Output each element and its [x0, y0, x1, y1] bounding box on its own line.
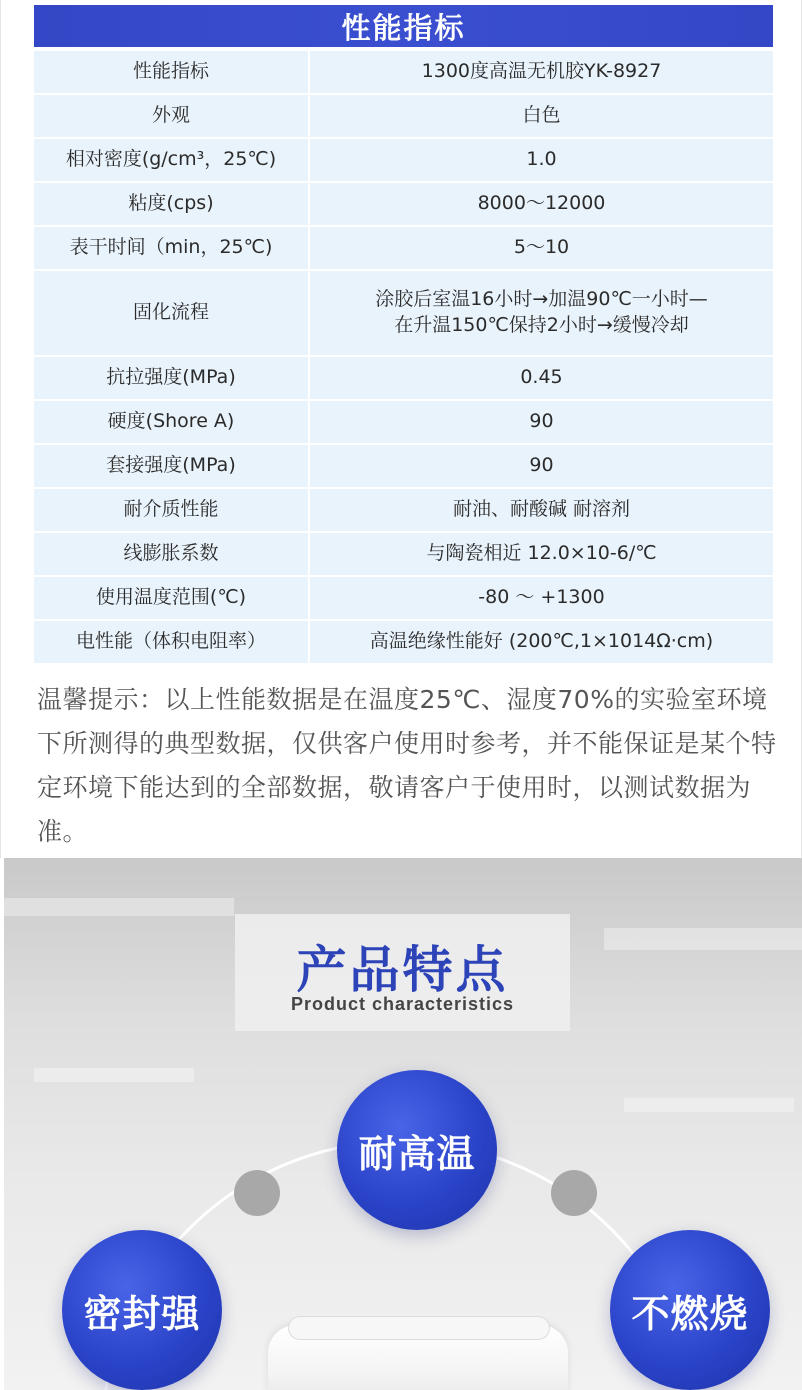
row-value: 与陶瓷相近 12.0×10-6/℃ [310, 533, 773, 575]
decorative-dot [234, 1170, 280, 1216]
section-subtitle: Product characteristics [290, 994, 515, 1014]
row-value: 8000～12000 [310, 183, 773, 225]
row-label: 使用温度范围(℃) [34, 577, 310, 619]
decorative-dot [551, 1170, 597, 1216]
table-row [34, 271, 773, 355]
row-label: 电性能（体积电阻率） [34, 621, 310, 663]
section-title: 产品特点 [296, 941, 509, 999]
row-value: 高温绝缘性能好 (200℃,1×1014Ω·cm) [310, 621, 773, 663]
row-label: 硬度(Shore A) [34, 401, 310, 443]
row-value: 90 [310, 401, 773, 443]
table-row [34, 489, 773, 531]
row-value: 90 [310, 445, 773, 487]
row-label: 粘度(cps) [34, 183, 310, 225]
feature-section [4, 858, 802, 1390]
section-title-box [235, 914, 570, 1031]
row-value: 0.45 [310, 357, 773, 399]
background-decoration [34, 1068, 194, 1082]
row-label: 固化流程 [34, 271, 310, 355]
table-row [34, 445, 773, 487]
row-label: 抗拉强度(MPa) [34, 357, 310, 399]
row-label: 套接强度(MPa) [34, 445, 310, 487]
row-value-multiline [310, 271, 773, 355]
row-value: 耐油、耐酸碱 耐溶剂 [310, 489, 773, 531]
row-value: 5～10 [310, 227, 773, 269]
table-row [34, 577, 773, 619]
row-value-line: 在升温150℃保持2小时→缓慢冷却 [394, 314, 689, 336]
row-value: -80 ～ +1300 [310, 577, 773, 619]
row-value: 白色 [310, 95, 773, 137]
row-label: 耐介质性能 [34, 489, 310, 531]
background-decoration [4, 898, 234, 916]
background-decoration [624, 1098, 794, 1112]
row-label: 线膨胀系数 [34, 533, 310, 575]
feature-badge-heat-resistant: 耐高温 [337, 1070, 497, 1230]
table-row [34, 357, 773, 399]
feature-badge-sealing: 密封强 [62, 1230, 222, 1390]
table-row [34, 183, 773, 225]
table-row [34, 533, 773, 575]
spec-header: 性能指标 [34, 5, 773, 47]
table-row [34, 621, 773, 663]
spec-table [34, 49, 773, 665]
row-label: 性能指标 [34, 51, 310, 93]
table-row [34, 227, 773, 269]
feature-badge-nonflammable: 不燃烧 [610, 1230, 770, 1390]
row-value: 1300度高温无机胶YK-8927 [310, 51, 773, 93]
row-label: 外观 [34, 95, 310, 137]
row-label: 相对密度(g/cm³，25℃) [34, 139, 310, 181]
table-row [34, 401, 773, 443]
table-row [34, 139, 773, 181]
disclaimer-note: 温馨提示：以上性能数据是在温度25℃、湿度70%的实验室环境下所测得的典型数据，仅供客户使用时参考，并不能保证是某个特定环境下能达到的全部数据，敬请客户于使用时，以测试数据为准。 [37, 685, 777, 846]
background-decoration [604, 928, 802, 950]
product-jar-lid [288, 1316, 550, 1340]
row-label: 表干时间（min，25℃) [34, 227, 310, 269]
row-value: 1.0 [310, 139, 773, 181]
table-row [34, 51, 773, 93]
table-row [34, 95, 773, 137]
row-value-line: 涂胶后室温16小时→加温90℃一小时— [375, 288, 708, 311]
